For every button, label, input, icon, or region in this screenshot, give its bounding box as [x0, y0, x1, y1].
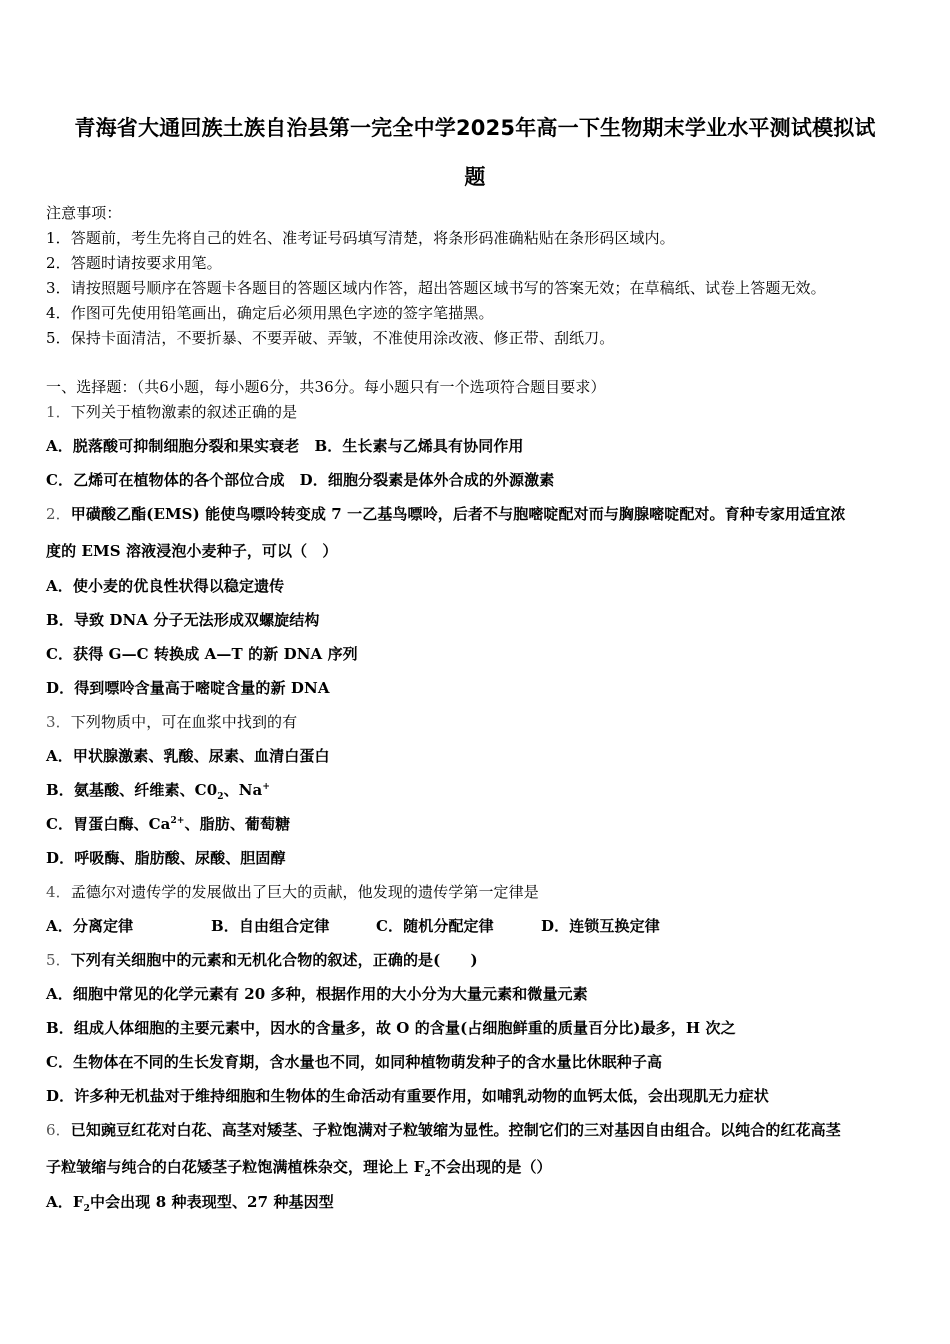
question-number: 5．: [46, 951, 71, 969]
option-text: C．胃蛋白酶、Ca: [46, 815, 171, 833]
question-2-option-d: D．得到嘌呤含量高于嘧啶含量的新 DNA: [46, 679, 330, 697]
notes-heading: 注意事项：: [46, 204, 122, 222]
question-number: 1．: [46, 403, 71, 421]
question-6-stem-line-1: [46, 1119, 916, 1140]
question-5-option-d: D．许多种无机盐对于维持细胞和生物体的生命活动有重要作用，如哺乳动物的血钙太低，会出现肌无力症状: [46, 1087, 769, 1105]
note-item: 4．作图可先使用铅笔画出，确定后必须用黑色字迹的签字笔描黑。: [46, 304, 494, 322]
question-text: 不会出现的是（）: [430, 1158, 552, 1176]
section-heading: 一、选择题：（共6小题，每小题6分，共36分。每小题只有一个选项符合题目要求）: [46, 378, 606, 396]
question-6-option-a: [46, 1191, 916, 1214]
question-text: 下列关于植物激素的叙述正确的是: [70, 403, 298, 421]
subscript: 2: [83, 1204, 90, 1214]
option-text: A．F: [46, 1193, 84, 1211]
question-1-stem: [46, 401, 916, 422]
note-item: 2．答题时请按要求用笔。: [46, 254, 222, 272]
note-item: 5．保持卡面清洁，不要折暴、不要弄破、弄皱，不准使用涂改液、修正带、刮纸刀。: [46, 329, 615, 347]
question-text: 已知豌豆红花对白花、高茎对矮茎、子粒饱满对子粒皱缩为显性。控制它们的三对基因自由组合。以纯合的红花高茎: [70, 1121, 841, 1139]
question-5-option-a: A．细胞中常见的化学元素有 20 多种，根据作用的大小分为大量元素和微量元素: [46, 985, 588, 1003]
question-1-options-row-2: C．乙烯可在植物体的各个部位合成 D．细胞分裂素是体外合成的外源激素: [46, 471, 555, 489]
question-2-stem-line-2: 度的 EMS 溶液浸泡小麦种子，可以（ ）: [46, 542, 338, 560]
question-text: 下列物质中，可在血浆中找到的有: [70, 713, 298, 731]
question-text: 子粒皱缩与纯合的白花矮茎子粒饱满植株杂交，理论上 F: [46, 1158, 425, 1176]
option-text: 中会出现 8 种表现型、27 种基因型: [89, 1193, 334, 1211]
question-5-option-b: B．组成人体细胞的主要元素中，因水的含量多，故 O 的含量(占细胞鲜重的质量百分比)最多，H 次之: [46, 1019, 736, 1037]
subscript: 2: [424, 1169, 431, 1179]
question-4-options: [46, 915, 916, 936]
question-number: 2．: [46, 505, 71, 523]
question-2-option-b: B．导致 DNA 分子无法形成双螺旋结构: [46, 611, 320, 629]
question-text: 下列有关细胞中的元素和无机化合物的叙述，正确的是( ): [70, 951, 478, 969]
subscript: 2: [217, 792, 224, 802]
question-2-option-a: A．使小麦的优良性状得以稳定遗传: [46, 577, 285, 595]
question-3-option-d: D．呼吸酶、脂肪酸、尿酸、胆固醇: [46, 849, 286, 867]
page-title-line-2: 题: [464, 165, 486, 189]
question-3-option-c: [46, 813, 916, 834]
superscript: +: [262, 782, 271, 792]
note-item: 3．请按照题号顺序在答题卡各题目的答题区域内作答，超出答题区域书写的答案无效；在草稿纸、试卷上答题无效。: [46, 279, 826, 297]
question-4-option-b: B．自由组合定律: [211, 917, 330, 935]
question-text: 孟德尔对遗传学的发展做出了巨大的贡献，他发现的遗传学第一定律是: [70, 883, 539, 901]
question-6-stem-line-2: [46, 1156, 916, 1179]
question-4-stem: [46, 881, 916, 902]
page-title-line-1: 青海省大通回族土族自治县第一完全中学2025年高一下生物期末学业水平测试模拟试: [74, 116, 876, 140]
question-5-stem: [46, 949, 916, 970]
question-4-option-d: D．连锁互换定律: [541, 917, 660, 935]
question-number: 4．: [46, 883, 71, 901]
option-text: 、脂肪、葡萄糖: [184, 815, 291, 833]
question-1-options-row-1: A．脱落酸可抑制细胞分裂和果实衰老 B．生长素与乙烯具有协同作用: [46, 437, 524, 455]
question-5-option-c: C．生物体在不同的生长发育期，含水量也不同，如同种植物萌发种子的含水量比休眠种子高: [46, 1053, 663, 1071]
question-number: 3．: [46, 713, 71, 731]
question-4-option-c: C．随机分配定律: [376, 917, 494, 935]
question-4-option-a: A．分离定律: [46, 917, 134, 935]
question-text: 甲磺酸乙酯(EMS) 能使鸟嘌呤转变成 7 一乙基鸟嘌呤，后者不与胞嘧啶配对而与胸腺嘧啶配对。育种专家用适宜浓: [70, 505, 846, 523]
superscript: 2+: [170, 816, 185, 826]
question-number: 6．: [46, 1121, 71, 1139]
question-3-option-a: A．甲状腺激素、乳酸、尿素、血清白蛋白: [46, 747, 330, 765]
option-text: B．氨基酸、纤维素、C0: [46, 781, 218, 799]
note-item: 1．答题前，考生先将自己的姓名、准考证号码填写清楚，将条形码准确粘贴在条形码区域内。: [46, 229, 675, 247]
question-3-option-b: [46, 779, 916, 802]
question-3-stem: [46, 711, 916, 732]
question-2-stem-line-1: [46, 503, 916, 524]
option-text: 、Na: [223, 781, 263, 799]
question-2-option-c: C．获得 G—C 转换成 A—T 的新 DNA 序列: [46, 645, 358, 663]
